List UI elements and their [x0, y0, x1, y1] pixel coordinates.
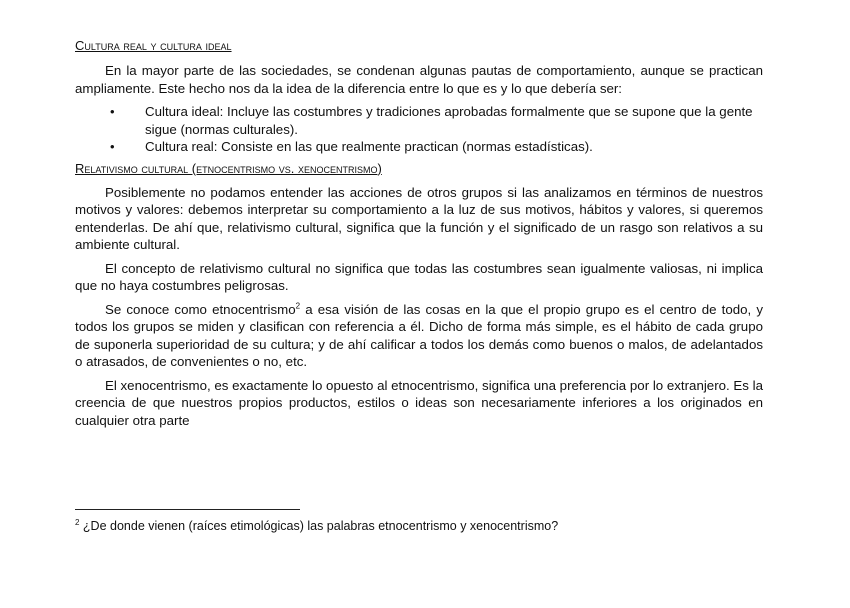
list-item-text: Cultura real: Consiste en las que realmente practican (normas estadísticas). — [145, 139, 593, 154]
bullet-icon: • — [110, 104, 115, 119]
paragraph-relativismo: Posiblemente no podamos entender las acciones de otros grupos si las analizamos en términos de nuestros motivos y valores: debemos interpretar su comportamiento a la luz de sus motivos, hábitos y valores, si queremos entenderlas. De ahí que, relativismo cultural, significa que la función y el significado de un rasgo son relativos a su ambiente cultural. — [75, 184, 763, 252]
paragraph-xenocentrismo: El xenocentrismo, es exactamente lo opuesto al etnocentrismo, significa una preferencia por lo extranjero. Es la creencia de que nuestros propios productos, estilos o ideas son necesariamente inferiores a los originados en cualquier otra parte — [75, 377, 763, 428]
list-item — [75, 138, 763, 156]
footnote-marker: 2 — [75, 517, 80, 527]
bullet-list — [75, 103, 763, 156]
document-body — [75, 37, 763, 435]
list-item — [75, 103, 763, 138]
footnote — [75, 518, 763, 534]
paragraph-etnocentrismo — [75, 301, 763, 371]
paragraph-concepto: El concepto de relativismo cultural no significa que todas las costumbres sean igualmente valiosas, ni implica que no haya costumbres peligrosas. — [75, 260, 763, 293]
bullet-icon: • — [110, 139, 115, 154]
section-heading-cultura-real-ideal: Cultura real y cultura ideal — [75, 38, 232, 53]
footnote-divider — [75, 509, 300, 510]
list-item-text: Cultura ideal: Incluye las costumbres y tradiciones aprobadas formalmente que se supone que la gente sigue (normas culturales). — [145, 104, 753, 137]
paragraph-text: a esa visión de las cosas en la que el propio grupo es el centro de todo, y todos los grupos se miden y clasifican con referencia a él. Dicho de forma más simple, es el hábito de cada grupo de suponerla superioridad de su cultura; y de ahí calificar a todos los demás como buenos o malos, de adelantados o atrasados, de convenientes o no, etc. — [75, 301, 763, 369]
section-heading-relativismo: Relativismo cultural (etnocentrismo vs. xenocentrismo) — [75, 160, 382, 176]
footnote-text: ¿De donde vienen (raíces etimológicas) las palabras etnocentrismo y xenocentrismo? — [79, 519, 559, 533]
footnote-reference[interactable]: 2 — [295, 301, 301, 311]
paragraph-intro: En la mayor parte de las sociedades, se condenan algunas pautas de comportamiento, aunque se practican ampliamente. Este hecho nos da la idea de la diferencia entre lo que es y lo que debería ser: — [75, 63, 763, 96]
paragraph-text: Se conoce como etnocentrismo — [105, 301, 296, 317]
